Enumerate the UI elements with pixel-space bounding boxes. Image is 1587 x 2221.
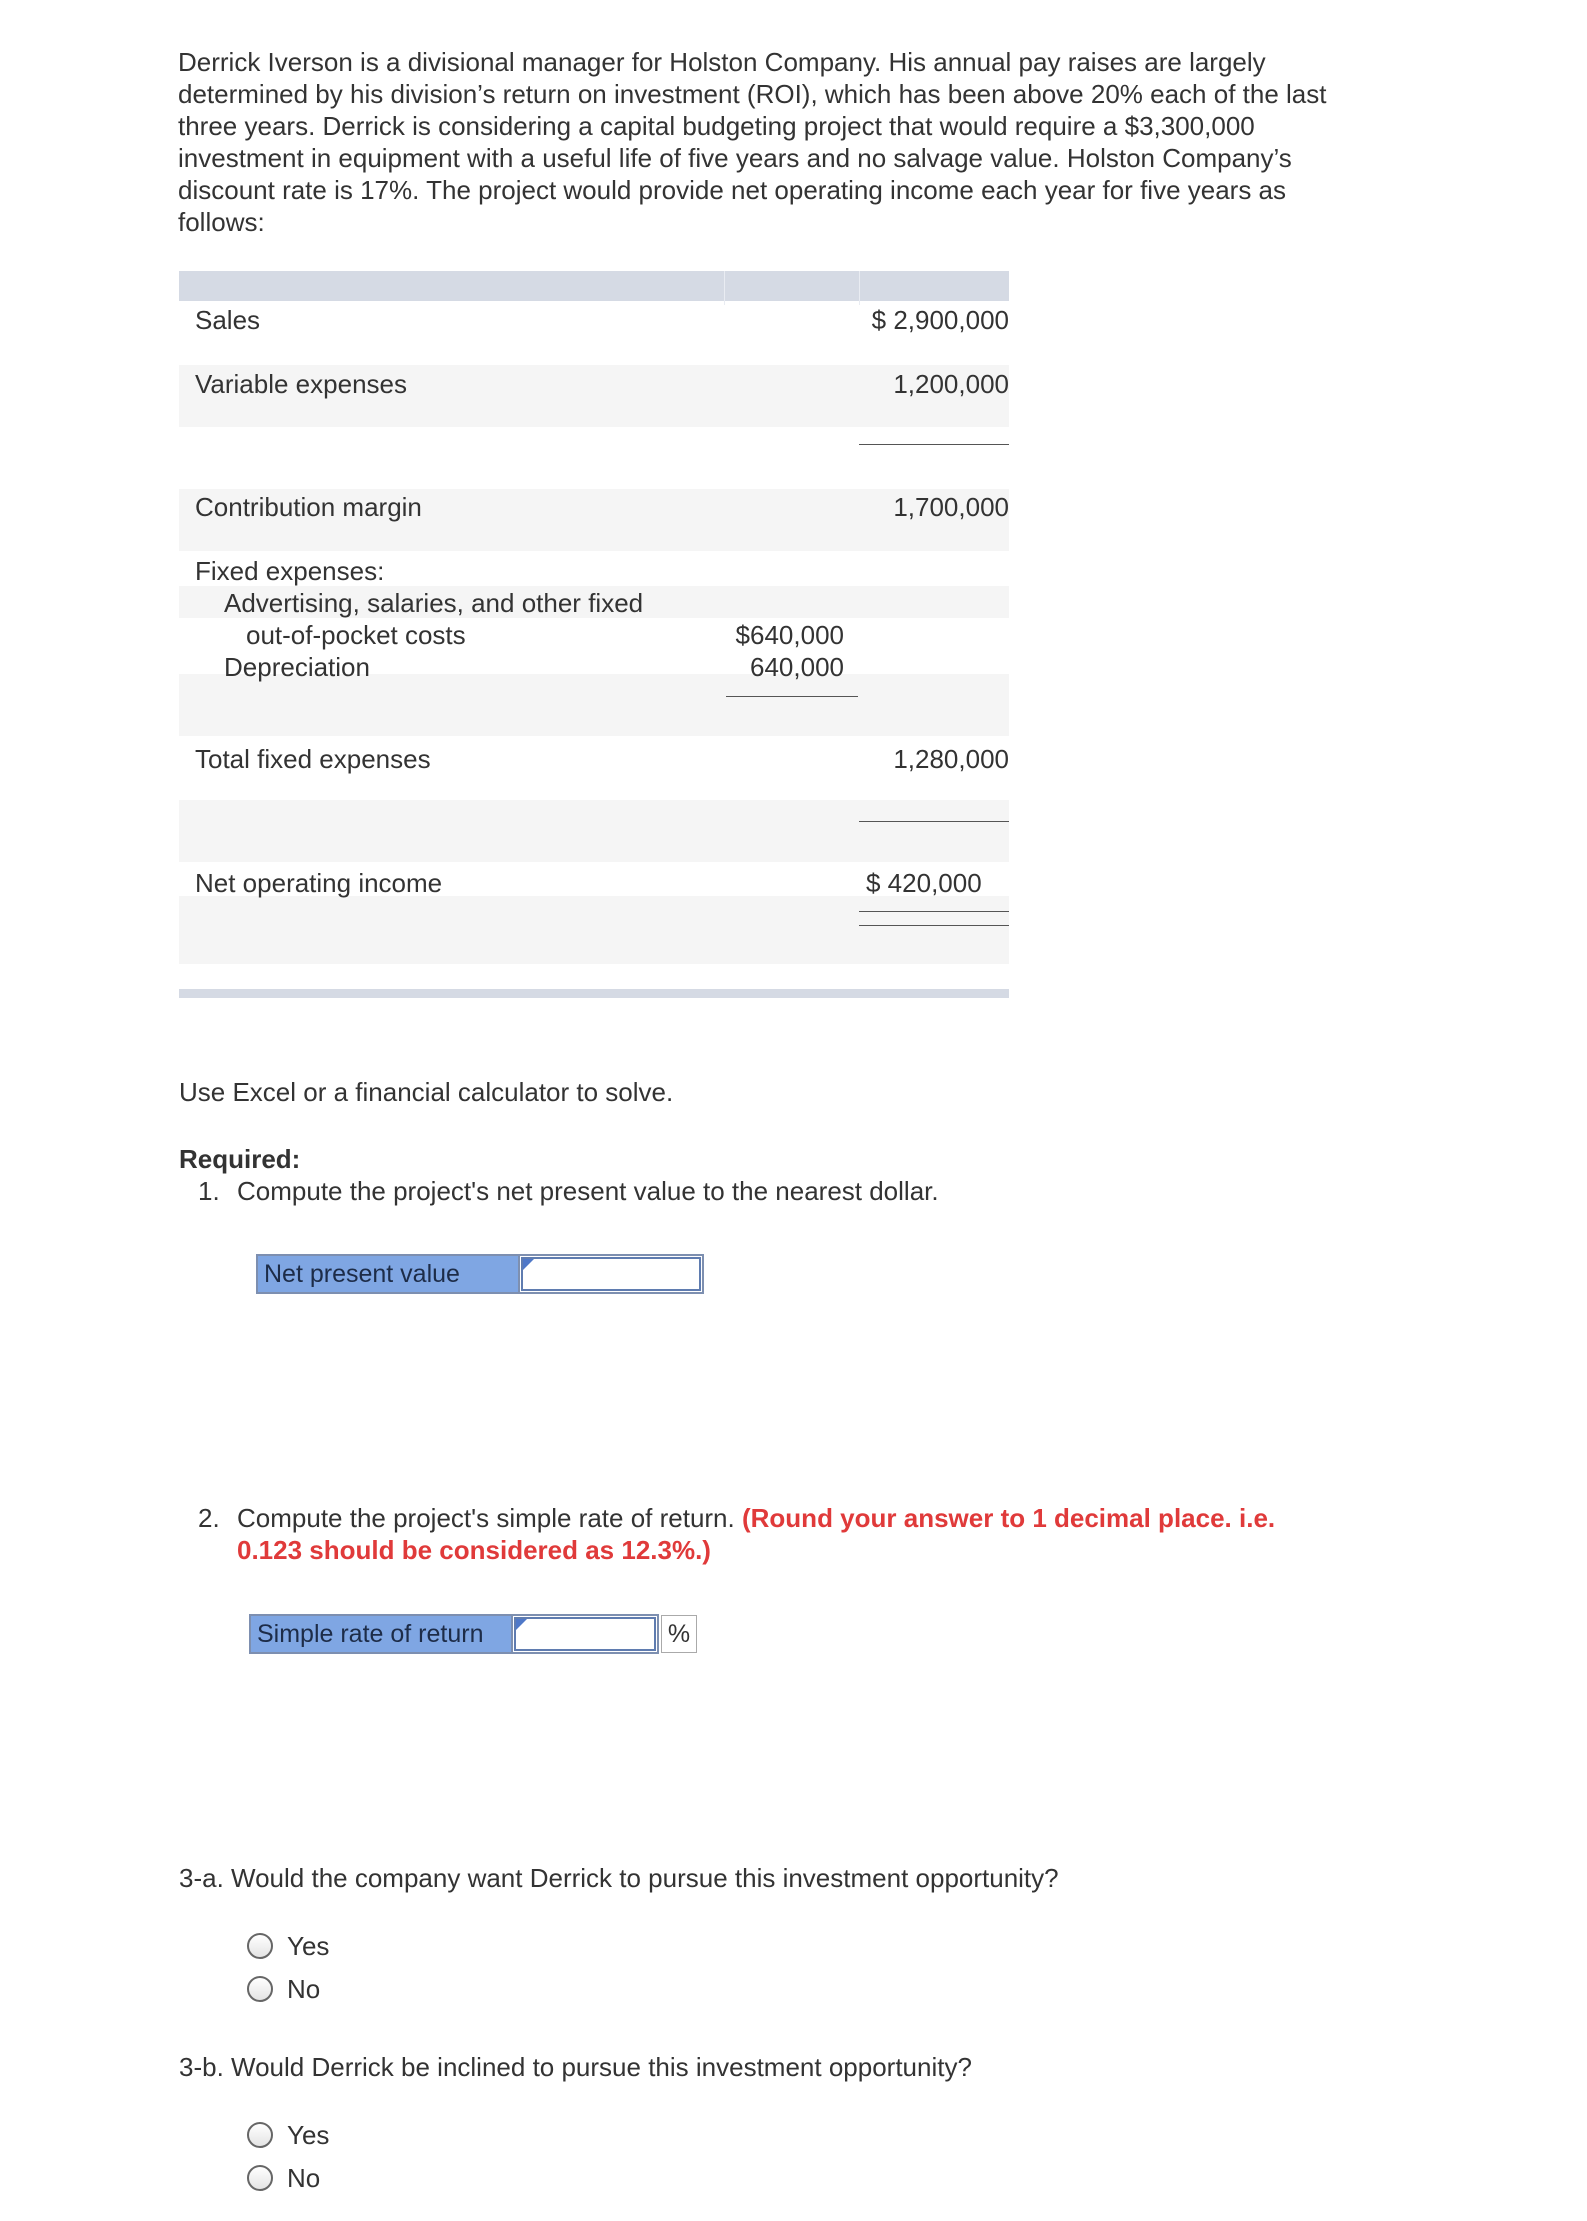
q3a-option-yes[interactable] [247,1930,329,1962]
row-band [179,896,1009,964]
variable-expenses-value: 1,200,000 [893,369,1009,399]
q3a-option-no-label: No [287,1974,321,2004]
q3a-option-yes-label: Yes [287,1931,330,1961]
q1-text: Compute the project's net present value to the nearest dollar. [237,1176,939,1206]
sales-label: Sales [195,305,261,335]
row-band [179,800,1009,862]
net-operating-income-value: $ 420,000 [866,868,982,898]
npv-input[interactable] [521,1257,701,1291]
double-rule-bottom [859,925,1009,926]
variable-expenses-label: Variable expenses [195,369,407,399]
radio-button-icon[interactable] [247,2165,273,2191]
subtotal-rule [859,821,1009,822]
simple-rate-answer-box [249,1614,659,1654]
double-rule-top [859,911,1009,912]
contribution-margin-value: 1,700,000 [893,492,1009,522]
q3a-option-no[interactable] [247,1973,320,2005]
depreciation-value: 640,000 [750,652,844,682]
q3b-option-no-label: No [287,2163,321,2193]
radio-button-icon[interactable] [247,1933,273,1959]
q3a-text: 3-a. Would the company want Derrick to pursue this investment opportunity? [179,1863,1059,1893]
npv-answer-box [256,1254,704,1294]
q2-rounding-note-line1: (Round your answer to 1 decimal place. i.e. [741,1503,1276,1533]
q3b-text: 3-b. Would Derrick be inclined to pursue this investment opportunity? [179,2052,972,2082]
total-fixed-expenses-label: Total fixed expenses [195,744,431,774]
depreciation-label: Depreciation [224,652,370,682]
table-header-band [179,271,1009,301]
input-marker-icon [523,1259,534,1270]
q2-rounding-note-line2: 0.123 should be considered as 12.3%.) [237,1535,711,1565]
radio-button-icon[interactable] [247,1976,273,2002]
input-marker-icon [516,1619,527,1630]
advertising-label-line2: out-of-pocket costs [246,620,466,650]
calculator-instruction: Use Excel or a financial calculator to solve. [179,1077,674,1107]
total-fixed-expenses-value: 1,280,000 [893,744,1009,774]
subtotal-rule [726,696,858,697]
q2-number: 2. [198,1503,220,1533]
q3b-option-no[interactable] [247,2162,320,2194]
q2-question: Compute the project's simple rate of return. [237,1503,735,1533]
percent-unit: % [661,1615,697,1653]
sales-value: $ 2,900,000 [871,305,1009,335]
row-band [179,674,1009,736]
fixed-expenses-header: Fixed expenses: [195,556,385,586]
problem-intro: Derrick Iverson is a divisional manager for Holston Company. His annual pay raises are largely determined by his division’s return on investment (ROI), which has been above 20% each of the last three years. Derrick is considering a capital budgeting project that would require a $3,300,000 investment in equipment with a useful life of five years and no salvage value. Holston Company’s discount rate is 17%. The project would provide net operating income each year for five years as follows: [178,47,1327,237]
radio-button-icon[interactable] [247,2122,273,2148]
required-heading: Required: [179,1144,301,1174]
simple-rate-label: Simple rate of return [251,1616,513,1652]
contribution-margin-label: Contribution margin [195,492,422,522]
npv-label: Net present value [258,1256,520,1292]
q2-text [237,1502,1275,1534]
advertising-label-line1: Advertising, salaries, and other fixed [224,588,644,618]
q1-number: 1. [198,1176,220,1206]
simple-rate-input[interactable] [514,1617,656,1651]
subtotal-rule [859,444,1009,445]
q3b-option-yes-label: Yes [287,2120,330,2150]
net-operating-income-label: Net operating income [195,868,443,898]
q3b-option-yes[interactable] [247,2119,329,2151]
income-statement-table [179,271,1009,994]
table-footer-band [179,989,1009,998]
advertising-value: $640,000 [735,620,844,650]
